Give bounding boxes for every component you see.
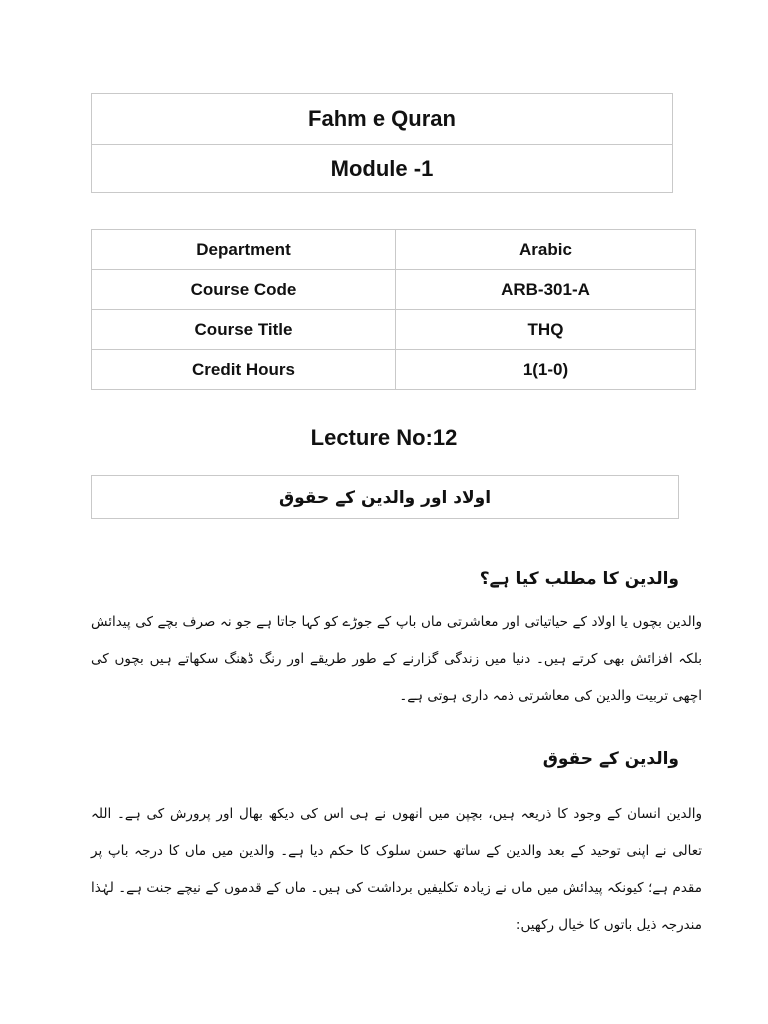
section-body-parents-rights: والدین انسان کے وجود کا ذریعہ ہیں، بچپن میں انھوں نے ہی اس کی دیکھ بھال اور پرورش کی ہے۔ اللہ تعالی نے اپنی توحید کے بعد والدین کے ساتھ حسن سلوک کا حکم دیا ہے۔ والدین میں ماں کا درجہ باپ پر مقدم ہے؛ کیونکہ پیدائش میں ماں نے زیادہ تکلیفیں برداشت کی ہیں۔ ماں کے قدموں کے نیچے جنت ہے۔ لہٰذا مندرجہ ذیل باتوں کا خیال رکھیں: bbox=[91, 806, 702, 933]
section-heading-parents-meaning: والدین کا مطلب کیا ہے؟ bbox=[479, 569, 679, 589]
info-value-department: Arabic bbox=[396, 230, 696, 270]
lecture-topic: اولاد اور والدین کے حقوق bbox=[278, 487, 492, 508]
section-body-parents-meaning: والدین بچوں یا اولاد کے حیاتیاتی اور معاشرتی ماں باپ کے جوڑے کو کہا جاتا ہے جو نہ صرف بچے کی پیدائش بلکہ افزائش بھی کرتے ہیں۔ دنیا میں زندگی گزارنے کے طور طریقے اور رنگ ڈھنگ سکھاتے ہیں بچوں کی اچھی تربیت والدین کی معاشرتی ذمہ داری ہوتی ہے۔ bbox=[91, 614, 702, 704]
info-label-course-code: Course Code bbox=[92, 270, 396, 310]
lecture-topic-box bbox=[91, 475, 679, 519]
table-row bbox=[92, 270, 696, 310]
info-label-department: Department bbox=[92, 230, 396, 270]
lecture-number: Lecture No:12 bbox=[310, 425, 458, 450]
info-label-credit-hours: Credit Hours bbox=[92, 350, 396, 390]
info-value-course-title: THQ bbox=[396, 310, 696, 350]
table-row bbox=[92, 350, 696, 390]
module-label: Module -1 bbox=[92, 144, 672, 193]
info-label-course-title: Course Title bbox=[92, 310, 396, 350]
table-row bbox=[92, 310, 696, 350]
course-name: Fahm e Quran bbox=[308, 106, 456, 131]
course-info-table bbox=[91, 229, 696, 390]
table-row bbox=[92, 230, 696, 270]
info-value-course-code: ARB-301-A bbox=[396, 270, 696, 310]
section-heading-parents-rights: والدین کے حقوق bbox=[542, 749, 679, 769]
info-value-credit-hours: 1(1-0) bbox=[396, 350, 696, 390]
course-title-box bbox=[91, 93, 673, 193]
